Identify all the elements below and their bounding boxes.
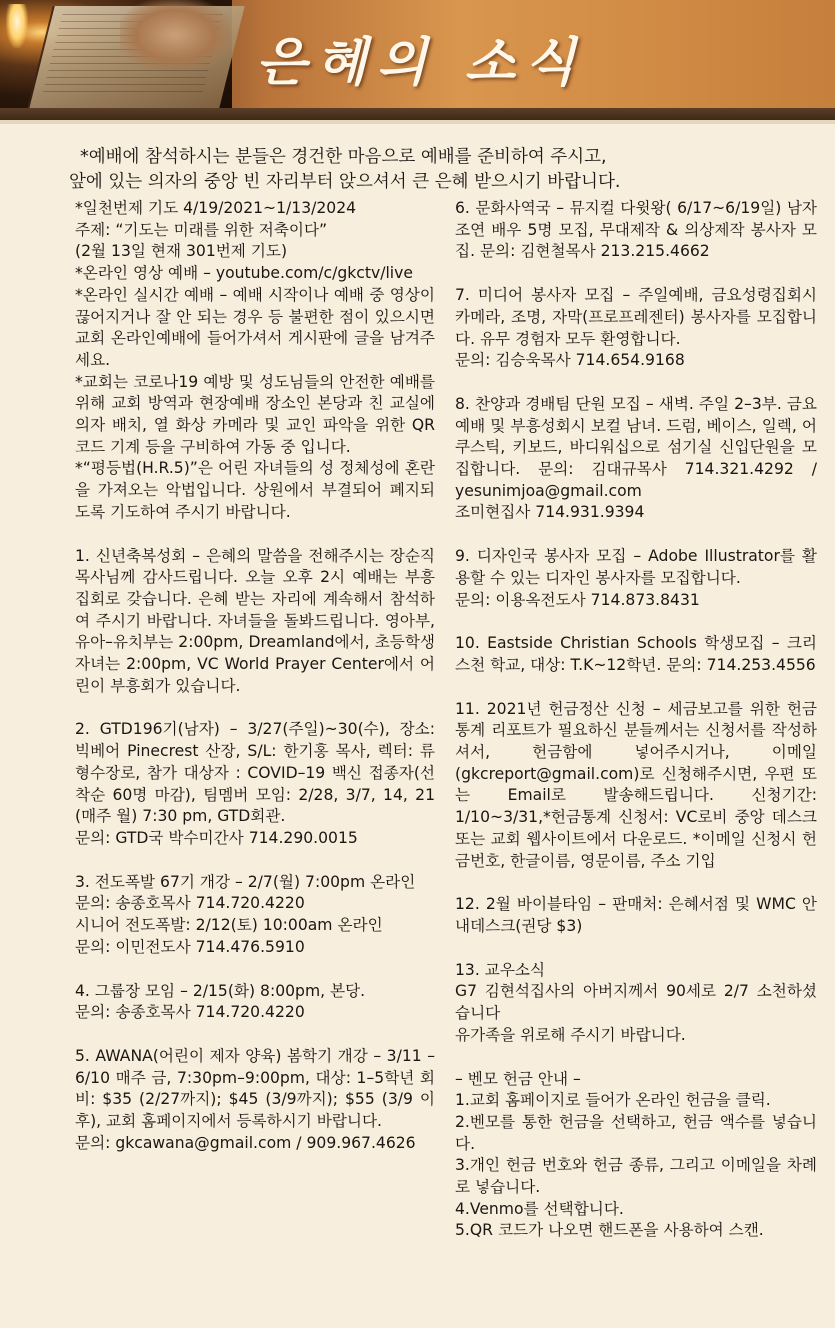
notice-item-5 <box>75 1046 435 1155</box>
notice-text: 5.QR 코드가 나오면 핸드폰을 사용하여 스캔. <box>455 1221 764 1240</box>
notice-equality-act-notice <box>75 458 435 523</box>
notice-text: 12. 2월 바이블타임 – 판매처: 은혜서점 및 WMC 안내데스크(권당 $3) <box>455 895 817 935</box>
notice-text: 9. 디자인국 봉사자 모집 – Adobe Illustrator를 활용할 수 있는 디자인 봉사자를 모집합니다. <box>455 547 817 587</box>
notice-text: *교회는 코로나19 예방 및 성도님들의 안전한 예배를 위해 교회 방역과 현장예배 장소인 본당과 친 교실에 의자 배치, 열 화상 카메라 및 교인 파악을 위한 QR 코드 기계 등을 구비하여 가동 중 입니다. <box>75 372 435 456</box>
notice-prayer-notice <box>75 198 435 263</box>
page-title: 은혜의 소식 <box>256 32 586 93</box>
notice-text: 문의: 이용옥전도사 714.873.8431 <box>455 590 700 609</box>
prayer-photo <box>0 0 232 108</box>
notice-text: 2.벤모를 통한 헌금을 선택하고, 헌금 액수를 넣습니다. <box>455 1112 817 1153</box>
notice-text: 2. GTD196기(남자) – 3/27(주일)~30(수), 장소: 빅베어 Pinecrest 산장, S/L: 한기홍 목사, 렉터: 류형수장로, 참가 대상자 : COVID–19 백신 접종자(선착순 60명 마감), 팀멤버 모임: 2/28, 3/7, 14, 21 (매주 월) 7:30 pm, GTD회관. <box>75 720 435 826</box>
notice-text: 4.Venmo를 선택합니다. <box>455 1199 624 1218</box>
notice-online-video-notice <box>75 263 435 285</box>
notice-text: 문의: GTD국 박수미간사 714.290.0015 <box>75 828 358 847</box>
section-spacer <box>455 263 817 285</box>
intro-line: *예배에 참석하시는 분들은 경건한 마음으로 예배를 준비하여 주시고, <box>80 147 607 167</box>
section-spacer <box>75 697 435 719</box>
section-spacer <box>455 872 817 894</box>
notice-text: 시니어 전도폭발: 2/12(토) 10:00am 온라인 <box>75 916 383 935</box>
notice-item-1 <box>75 546 435 698</box>
notice-item-7 <box>455 285 817 372</box>
notice-text: 문의: 이민전도사 714.476.5910 <box>75 937 305 956</box>
intro-notice <box>69 145 780 195</box>
notice-text: 3. 전도폭발 67기 개강 – 2/7(월) 7:00pm 온라인 <box>75 872 416 891</box>
left-column <box>75 198 435 1154</box>
notice-text: (2월 13일 현재 301번제 기도) <box>75 242 288 261</box>
header-divider-light <box>0 120 835 124</box>
notice-text: 4. 그룹장 모임 – 2/15(화) 8:00pm, 본당. <box>75 981 366 1000</box>
notice-text: – 벤모 헌금 안내 – <box>455 1069 581 1088</box>
section-spacer <box>455 677 817 699</box>
notice-item-11 <box>455 699 817 873</box>
notice-text: 7. 미디어 봉사자 모집 – 주일예배, 금요성령집회시 카메라, 조명, 자막(프로프레젠터) 봉사자를 모집합니다. 유무 경험자 모두 환영합니다. <box>455 286 817 348</box>
notice-text: 10. Eastside Christian Schools 학생모집 – 크리스천 학교, 대상: T.K~12학년. 문의: 714.253.4556 <box>455 634 817 674</box>
section-spacer <box>75 1024 435 1046</box>
notice-text: 문의: 김승욱목사 714.654.9168 <box>455 351 685 370</box>
notice-text: *온라인 실시간 예배 – 예배 시작이나 예배 중 영상이 끊어지거나 잘 안 되는 경우 등 불편한 점이 있으시면 교회 온라인예배에 들어가셔서 게시판에 글을 남겨주세요. <box>75 285 435 369</box>
section-spacer <box>455 611 817 633</box>
header-divider <box>0 108 835 120</box>
notice-text: *온라인 영상 예배 – youtube.com/c/gkctv/live <box>75 264 413 283</box>
section-spacer <box>455 524 817 546</box>
notice-text: 문의: 송종호목사 714.720.4220 <box>75 894 305 913</box>
notice-text: 8. 찬양과 경배팀 단원 모집 – 새벽. 주일 2–3부. 금요예배 및 부흥성회시 보컬 남녀. 드럼, 베이스, 일렉, 어쿠스틱, 키보드, 바디워십으로 섬기실 신입단원을 모집합니다. 문의: 김대규목사 714.321.4292 / yesunimjoa@gmail.com <box>455 394 817 500</box>
notice-text: 1. 신년축복성회 – 은혜의 말씀을 전해주시는 장순직 목사님께 감사드립니다. 오늘 오후 2시 예배는 부흥집회로 갖습니다. 은혜 받는 자리에 계속해서 참석하여 주시기 바랍니다. 자녀들을 돌봐드립니다. 영아부, 유아–유치부는 2:00pm, Dreamland에서, 초등학생 자녀는 2:00pm, VC World Prayer Center에서 어린이 부흥회가 있습니다. <box>75 546 435 695</box>
notice-item-10 <box>455 633 817 676</box>
notice-covid-notice <box>75 372 435 459</box>
notice-item-13 <box>455 960 817 1047</box>
notice-item-12 <box>455 894 817 937</box>
notice-text: 13. 교우소식 <box>455 960 546 979</box>
notice-text: 11. 2021년 헌금정산 신청 – 세금보고를 위한 헌금통계 리포트가 필요하신 분들께서는 신청서를 작성하셔서, 헌금함에 넣어주시거나, 이메일(gkcreport@gmail.com)로 신청해주시면, 우편 또는 Email로 발송해드립니다. 신청기간: 1/10~3/31,*헌금통계 신청서: VC로비 중앙 데스크 또는 교회 웹사이트에서 다운로드. *이메일 신청시 헌금번호, 한글이름, 영문이름, 주소 기입 <box>455 699 817 870</box>
notice-item-4 <box>75 981 435 1024</box>
notice-text: G7 김현석집사의 아버지께서 90세로 2/7 소천하셨습니다 <box>455 982 817 1023</box>
notice-live-worship-notice <box>75 285 435 372</box>
notice-text: *일천번제 기도 4/19/2021~1/13/2024 <box>75 199 357 217</box>
candle-light-icon <box>6 4 28 48</box>
intro-line: 앞에 있는 의자의 중앙 빈 자리부터 앉으셔서 큰 은혜 받으시기 바랍니다. <box>69 172 621 192</box>
section-spacer <box>455 1047 817 1069</box>
notice-item-2 <box>75 719 435 849</box>
section-spacer <box>75 959 435 981</box>
notice-text: 5. AWANA(어린이 제자 양육) 봄학기 개강 – 3/11 – 6/10 매주 금, 7:30pm–9:00pm, 대상: 1–5학년 회비: $35 (2/27까지); $45 (3/9까지); $55 (3/9 이후), 교회 홈페이지에서 등록하시기 바랍니다. <box>75 1046 435 1131</box>
section-spacer <box>75 524 435 546</box>
section-spacer <box>75 850 435 872</box>
section-spacer <box>455 372 817 394</box>
notice-text: 문의: gkcawana@gmail.com / 909.967.4626 <box>75 1133 416 1152</box>
notice-text: 조미현집사 714.931.9394 <box>455 503 645 522</box>
notice-text: 유가족을 위로해 주시기 바랍니다. <box>455 1025 686 1044</box>
section-spacer <box>455 938 817 960</box>
notice-venmo-guide <box>455 1069 817 1243</box>
notice-text: 3.개인 헌금 번호와 헌금 종류, 그리고 이메일을 차례로 넣습니다. <box>455 1156 817 1197</box>
notice-item-9 <box>455 546 817 611</box>
praying-hands-image <box>120 0 230 70</box>
notice-item-6 <box>455 198 817 263</box>
right-column <box>455 198 817 1242</box>
notice-text: 6. 문화사역국 – 뮤지컬 다윗왕( 6/17~6/19일) 남자 조연 배우 5명 모집, 무대제작 & 의상제작 봉사자 모집. 문의: 김현철목사 213.215.4662 <box>455 199 817 261</box>
notice-text: 주제: “기도는 미래를 위한 저축이다” <box>75 220 328 239</box>
notice-item-3 <box>75 872 435 959</box>
notice-text: 1.교회 홈페이지로 들어가 온라인 헌금을 클릭. <box>455 1091 771 1110</box>
notice-item-8 <box>455 394 817 524</box>
header-banner <box>0 0 835 108</box>
notice-text: *“평등법(H.R.5)”은 어린 자녀들의 성 정체성에 혼란을 가져오는 악법입니다. 상원에서 부결되어 폐지되도록 기도하여 주시기 바랍니다. <box>75 459 435 521</box>
notice-text: 문의: 송종호목사 714.720.4220 <box>75 1003 305 1022</box>
